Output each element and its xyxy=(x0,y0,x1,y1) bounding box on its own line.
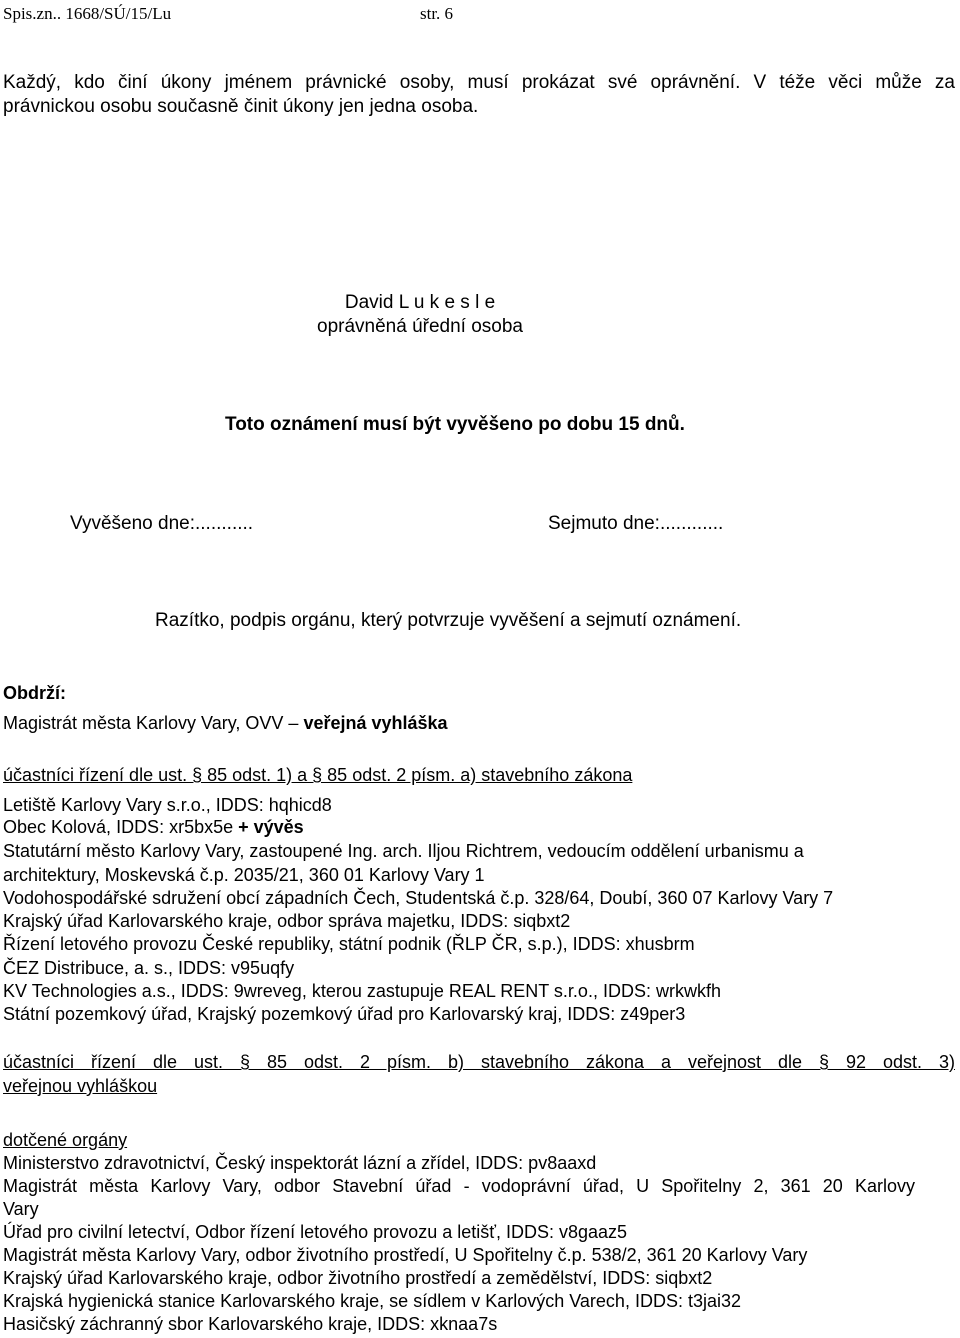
authority-krajsky-urad-zp: Krajský úřad Karlovarského kraje, odbor životního prostředí a zemědělství, IDDS: siqbxt2 xyxy=(3,1268,713,1288)
recipients-heading: Obdrží: xyxy=(3,683,66,703)
authority-stavebni-urad: Magistrát města Karlovy Vary, odbor Stavební úřad - vodoprávní úřad, U Spořitelny 2, 361 20 Karlovy xyxy=(3,1176,915,1196)
page-number: str. 6 xyxy=(420,4,454,23)
file-reference: Spis.zn.. 1668/SÚ/15/Lu xyxy=(3,4,172,23)
recipient-cez: ČEZ Distribuce, a. s., IDDS: v95uqfy xyxy=(3,958,295,978)
group-participants-public-heading-line1: účastníci řízení dle ust. § 85 odst. 2 písm. b) stavebního zákona a veřejnost dle § 92 odst. 3) xyxy=(3,1052,955,1072)
recipient-statutarni-mesto-address: architektury, Moskevská č.p. 2035/21, 360 01 Karlovy Vary 1 xyxy=(3,865,485,885)
recipient-magistrat-ovv xyxy=(3,712,448,734)
recipient-magistrat-ovv-text: Magistrát města Karlovy Vary, OVV – xyxy=(3,713,299,733)
recipient-statutarni-mesto: Statutární město Karlovy Vary, zastoupené Ing. arch. Iljou Richtrem, vedoucím oddělení urbanismu a xyxy=(3,841,804,861)
stamp-note: Razítko, podpis orgánu, který potvrzuje vyvěšení a sejmutí oznámení. xyxy=(155,610,742,631)
recipient-obec-kolova xyxy=(3,816,304,838)
official-name: David L u k e s l e xyxy=(344,292,496,313)
authority-stavebni-urad-cont: Vary xyxy=(3,1199,39,1219)
recipient-rlp-cr: Řízení letového provozu České republiky, státní podnik (ŘLP ČR, s.p.), IDDS: xhusbrm xyxy=(3,934,695,954)
group-participants-public-heading-line2: veřejnou vyhláškou xyxy=(3,1076,158,1096)
removed-date-field: Sejmuto dne:............ xyxy=(548,513,724,534)
public-notice-label: veřejná vyhláška xyxy=(303,713,448,733)
posting-notice: Toto oznámení musí být vyvěšeno po dobu 15 dnů. xyxy=(225,414,685,435)
authority-hygiena: Krajská hygienická stanice Karlovarského kraje, se sídlem v Karlových Varech, IDDS: t3jai32 xyxy=(3,1291,741,1311)
recipient-letiste: Letiště Karlovy Vary s.r.o., IDDS: hqhicd8 xyxy=(3,795,332,815)
group-participants-85-heading: účastníci řízení dle ust. § 85 odst. 1) a § 85 odst. 2 písm. a) stavebního zákona xyxy=(3,765,633,785)
intro-line-2: právnickou osobu současně činit úkony jen jedna osoba. xyxy=(3,96,479,117)
posting-flag: + vývěs xyxy=(238,817,304,837)
intro-line-1: Každý, kdo činí úkony jménem právnické osoby, musí prokázat své oprávnění. V téže věci může za xyxy=(3,72,955,93)
recipient-obec-kolova-text: Obec Kolová, IDDS: xr5bx5e xyxy=(3,817,234,837)
recipient-spu: Státní pozemkový úřad, Krajský pozemkový úřad pro Karlovarský kraj, IDDS: z49per3 xyxy=(3,1004,686,1024)
authority-ministerstvo-zdravotnictvi: Ministerstvo zdravotnictví, Český inspektorát lázní a zřídel, IDDS: pv8aaxd xyxy=(3,1153,597,1173)
recipient-kv-technologies: KV Technologies a.s., IDDS: 9wreveg, kterou zastupuje REAL RENT s.r.o., IDDS: wrkwkfh xyxy=(3,981,721,1001)
recipient-vodohospodarske: Vodohospodářské sdružení obcí západních Čech, Studentská č.p. 328/64, Doubí, 360 07 Karlovy Vary 7 xyxy=(3,888,834,908)
authority-ucl: Úřad pro civilní letectví, Odbor řízení letového provozu a letišť, IDDS: v8gaaz5 xyxy=(3,1222,628,1242)
posted-date-field: Vyvěšeno dne:........... xyxy=(70,513,254,534)
group-affected-authorities-heading: dotčené orgány xyxy=(3,1130,128,1150)
authority-magistrat-zivotni-prostredi: Magistrát města Karlovy Vary, odbor životního prostředí, U Spořitelny č.p. 538/2, 361 20 Karlovy Vary xyxy=(3,1245,808,1265)
official-role: oprávněná úřední osoba xyxy=(317,316,523,337)
authority-hasici: Hasičský záchranný sbor Karlovarského kraje, IDDS: xknaa7s xyxy=(3,1314,498,1334)
recipient-krajsky-urad-majetek: Krajský úřad Karlovarského kraje, odbor správa majetku, IDDS: siqbxt2 xyxy=(3,911,571,931)
